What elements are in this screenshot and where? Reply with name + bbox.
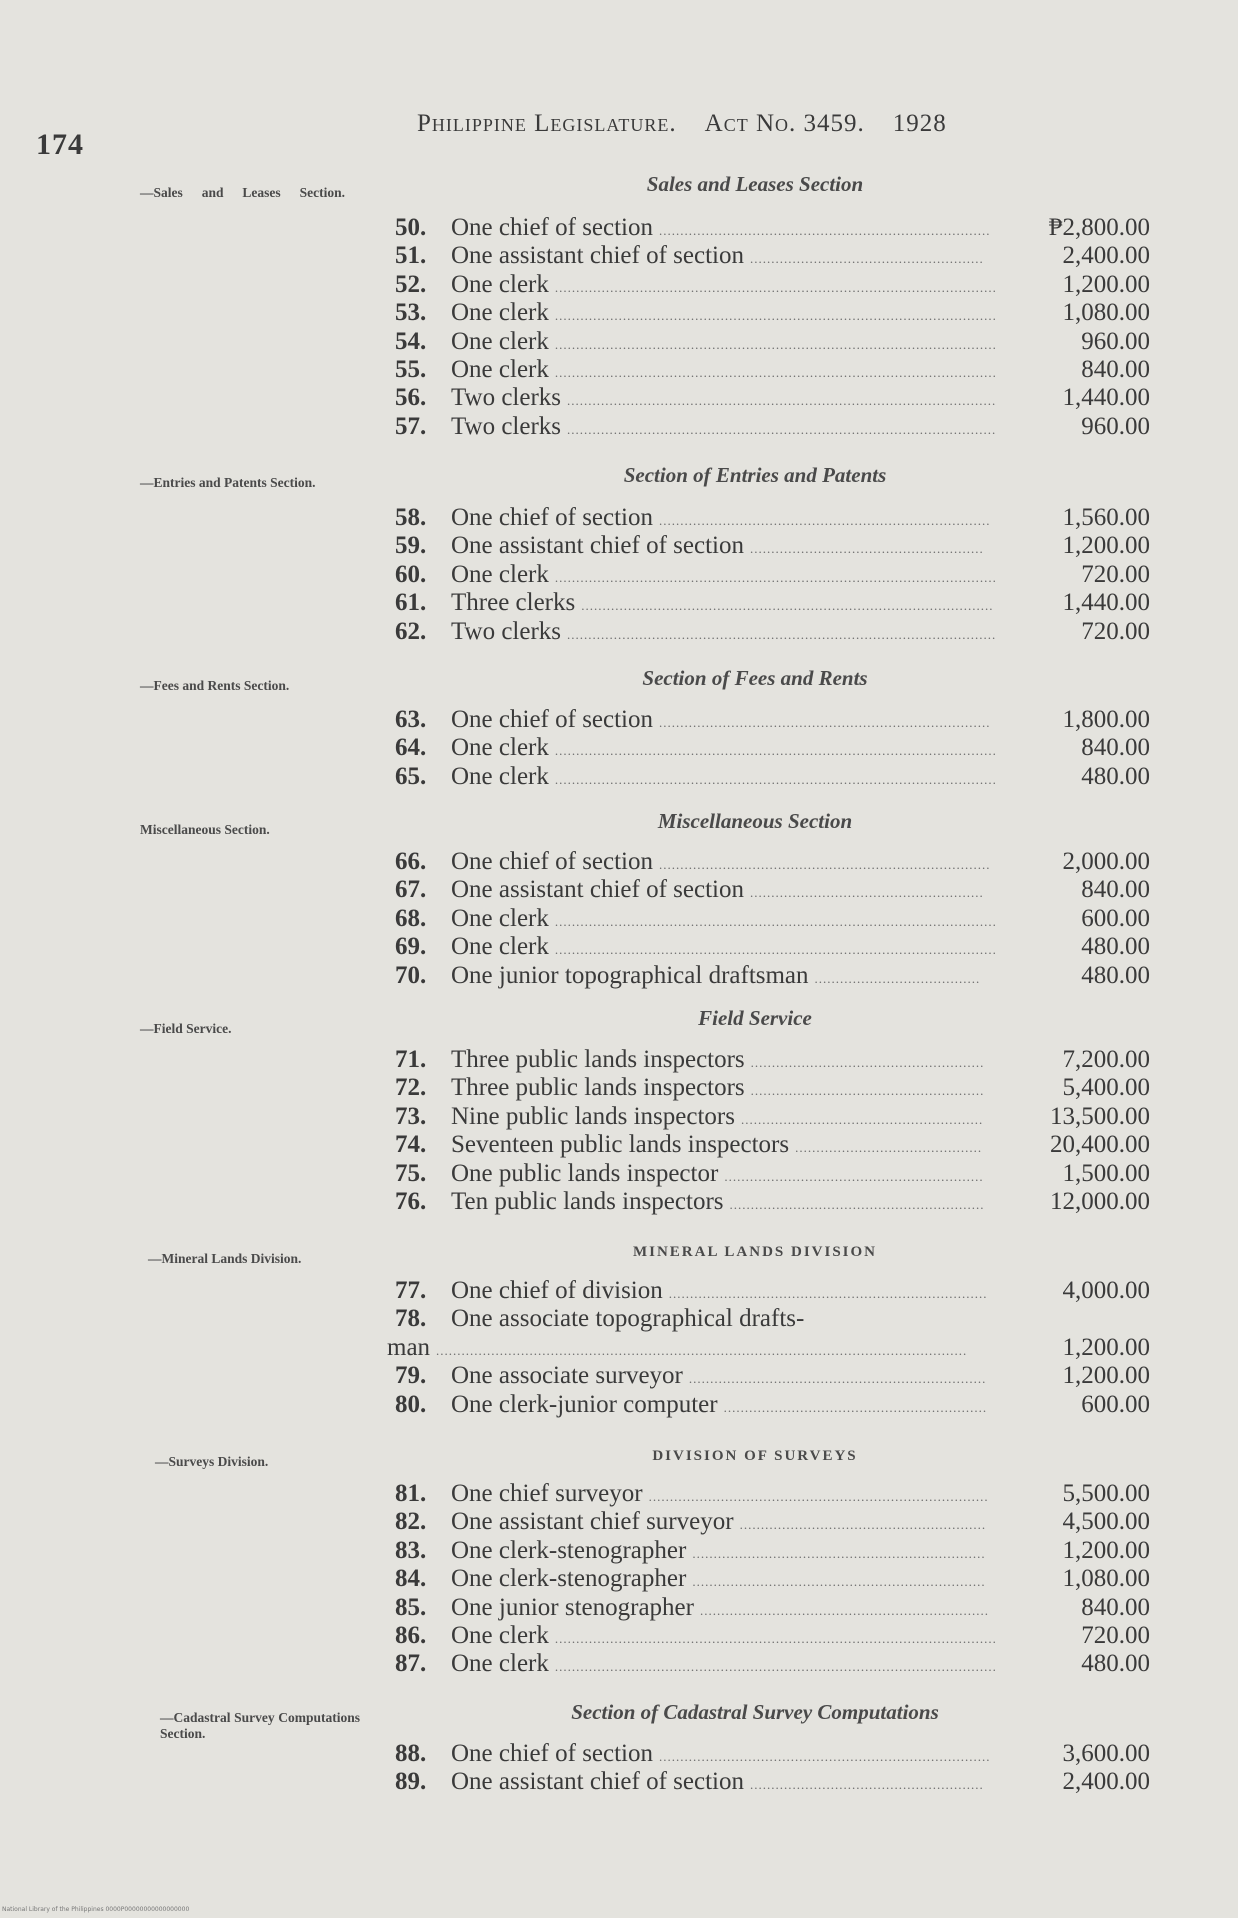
running-header bbox=[417, 110, 947, 138]
line-item bbox=[395, 1277, 1150, 1305]
item-amount: 840.00 bbox=[1081, 1593, 1150, 1621]
item-description: One associate surveyor bbox=[451, 1362, 683, 1390]
line-item bbox=[395, 962, 1150, 990]
page-number: 174 bbox=[36, 128, 84, 161]
line-item bbox=[395, 1103, 1150, 1131]
item-amount: 12,000.00 bbox=[1050, 1187, 1150, 1215]
item-amount: 600.00 bbox=[1081, 904, 1150, 932]
item-description: Seventeen public lands inspectors bbox=[451, 1131, 790, 1159]
leader-dots: ..................................................................... bbox=[692, 1574, 986, 1590]
leader-dots: .............................................................................. bbox=[659, 1749, 991, 1764]
item-description: One assistant chief of section bbox=[451, 532, 744, 560]
item-number: 63. bbox=[395, 706, 427, 733]
item-description: One clerk bbox=[451, 355, 549, 383]
item-amount: 5,400.00 bbox=[1062, 1074, 1150, 1102]
item-description: One clerk bbox=[451, 299, 549, 327]
item-description: Ten public lands inspectors bbox=[451, 1187, 724, 1215]
item-amount: 1,500.00 bbox=[1062, 1159, 1150, 1187]
line-item bbox=[395, 618, 1150, 646]
leader-dots: ................................................................................................. bbox=[581, 598, 994, 614]
margin-note: —Surveys Division. bbox=[155, 1454, 269, 1469]
item-number: 79. bbox=[395, 1362, 427, 1390]
line-item bbox=[395, 1160, 1150, 1188]
leader-dots: ........................................................................................................ bbox=[554, 743, 997, 759]
item-description: One associate topographical drafts- bbox=[451, 1305, 805, 1333]
leader-dots: .............................................................................. bbox=[659, 513, 991, 528]
item-amount: 600.00 bbox=[1081, 1390, 1150, 1418]
item-number: 62. bbox=[395, 617, 427, 645]
leader-dots: ....................................................... bbox=[749, 251, 984, 267]
line-item bbox=[395, 1046, 1150, 1074]
leader-dots: ..................................................................... bbox=[692, 1545, 986, 1561]
leader-dots: ....................................................... bbox=[749, 1777, 984, 1793]
item-amount: 840.00 bbox=[1081, 355, 1150, 383]
item-description: One chief of division bbox=[451, 1277, 663, 1304]
leader-dots: ......................................................... bbox=[740, 1111, 984, 1127]
item-number: 84. bbox=[395, 1565, 427, 1593]
line-item bbox=[363, 1334, 1150, 1362]
item-number: 67. bbox=[395, 876, 427, 904]
item-amount: 4,500.00 bbox=[1062, 1508, 1150, 1536]
leader-dots: ...................................................................... bbox=[688, 1371, 987, 1387]
line-item bbox=[395, 1740, 1150, 1768]
line-item bbox=[395, 328, 1150, 356]
item-description: One chief surveyor bbox=[451, 1480, 643, 1507]
line-item bbox=[395, 532, 1150, 560]
item-description: One clerk bbox=[451, 327, 549, 355]
item-amount: 480.00 bbox=[1081, 762, 1150, 790]
item-number: 57. bbox=[395, 412, 427, 440]
line-item bbox=[395, 1565, 1150, 1593]
item-description: One clerk bbox=[451, 904, 549, 932]
leader-dots: ..................................................................................................... bbox=[567, 393, 997, 409]
item-amount: 480.00 bbox=[1081, 933, 1150, 961]
item-description: One chief of section bbox=[451, 214, 654, 241]
line-item bbox=[395, 356, 1150, 384]
leader-dots: ..................................................................................................... bbox=[567, 626, 997, 642]
item-amount: 720.00 bbox=[1081, 560, 1150, 588]
item-number: 60. bbox=[395, 560, 427, 588]
item-description: man bbox=[387, 1333, 431, 1361]
item-amount: 960.00 bbox=[1081, 412, 1150, 440]
leader-dots: ....................................................... bbox=[749, 541, 984, 557]
item-number: 82. bbox=[395, 1508, 427, 1536]
line-item bbox=[395, 1508, 1150, 1536]
item-description: One clerk-stenographer bbox=[451, 1536, 687, 1564]
item-amount: 1,200.00 bbox=[1062, 1333, 1150, 1361]
footer-credit: National Library of the Philippines 0000P00000000000000000 bbox=[2, 1906, 190, 1913]
leader-dots: ........................................................................................................ bbox=[554, 308, 997, 324]
line-item bbox=[395, 876, 1150, 904]
line-item bbox=[395, 1594, 1150, 1622]
leader-dots: ........................................................................................................ bbox=[554, 279, 997, 295]
section-title: Miscellaneous Section bbox=[657, 809, 853, 833]
line-item bbox=[395, 933, 1150, 961]
leader-dots: ....................................................... bbox=[749, 885, 984, 901]
item-number: 81. bbox=[395, 1480, 427, 1507]
section-title: DIVISION OF SURVEYS bbox=[652, 1448, 858, 1464]
section-title: Field Service bbox=[698, 1006, 812, 1030]
leader-dots: ............................................................ bbox=[729, 1196, 985, 1212]
item-number: 73. bbox=[395, 1102, 427, 1130]
line-item bbox=[395, 589, 1150, 617]
item-description: One chief of section bbox=[451, 706, 654, 733]
line-item bbox=[395, 242, 1150, 270]
item-description: Three public lands inspectors bbox=[451, 1074, 745, 1102]
item-number: 89. bbox=[395, 1768, 427, 1796]
leader-dots: .............................................................. bbox=[723, 1399, 988, 1415]
item-number: 69. bbox=[395, 933, 427, 961]
leader-dots: ........................................................................................................ bbox=[554, 336, 997, 352]
item-number: 76. bbox=[395, 1187, 427, 1215]
item-amount: 720.00 bbox=[1081, 1621, 1150, 1649]
line-item bbox=[395, 1480, 1150, 1508]
item-number: 74. bbox=[395, 1131, 427, 1159]
leader-dots: ........................................................................................................ bbox=[554, 942, 997, 958]
leader-dots: ........................................................................................................ bbox=[554, 364, 997, 380]
item-description: Three public lands inspectors bbox=[451, 1046, 745, 1073]
item-description: Two clerks bbox=[451, 384, 562, 412]
leader-dots: ....................................................... bbox=[750, 1055, 985, 1070]
line-item bbox=[395, 561, 1150, 589]
item-amount: 3,600.00 bbox=[1062, 1740, 1150, 1767]
item-number: 70. bbox=[395, 961, 427, 989]
item-amount: 1,560.00 bbox=[1062, 504, 1150, 531]
section-title: Sales and Leases Section bbox=[646, 172, 864, 196]
item-amount: ₱2,800.00 bbox=[1048, 214, 1150, 241]
item-amount: 5,500.00 bbox=[1062, 1480, 1150, 1507]
item-number: 58. bbox=[395, 504, 427, 531]
item-description: One clerk bbox=[451, 933, 549, 961]
item-description: One junior stenographer bbox=[451, 1593, 694, 1621]
item-number: 71. bbox=[395, 1046, 427, 1073]
line-item bbox=[395, 1391, 1150, 1419]
line-item bbox=[395, 763, 1150, 791]
item-description: One assistant chief surveyor bbox=[451, 1508, 734, 1536]
line-item bbox=[395, 214, 1150, 242]
item-amount: 7,200.00 bbox=[1062, 1046, 1150, 1073]
item-description: One clerk bbox=[451, 734, 549, 762]
leader-dots: ............................................................................................................................. bbox=[436, 1342, 968, 1358]
item-description: One clerk bbox=[451, 1650, 549, 1678]
item-amount: 13,500.00 bbox=[1050, 1102, 1150, 1130]
leader-dots: ....................................................... bbox=[750, 1083, 985, 1099]
item-amount: 2,400.00 bbox=[1062, 1768, 1150, 1796]
item-list bbox=[395, 1046, 1150, 1216]
line-item bbox=[395, 504, 1150, 532]
leader-dots: .............................................................................. bbox=[659, 223, 991, 238]
leader-dots: ........................................................................... bbox=[668, 1286, 988, 1301]
item-description: One clerk-stenographer bbox=[451, 1565, 687, 1593]
item-description: One clerk bbox=[451, 1621, 549, 1649]
leader-dots: ........................................................................................................ bbox=[554, 1630, 997, 1646]
item-amount: 20,400.00 bbox=[1050, 1131, 1150, 1159]
margin-note: —Fees and Rents Section. bbox=[140, 678, 290, 693]
item-number: 65. bbox=[395, 762, 427, 790]
item-amount: 2,000.00 bbox=[1062, 848, 1150, 875]
item-number: 87. bbox=[395, 1650, 427, 1678]
line-item bbox=[395, 1537, 1150, 1565]
item-list bbox=[387, 1277, 1150, 1419]
section-title: MINERAL LANDS DIVISION bbox=[632, 1244, 878, 1260]
line-item bbox=[395, 1188, 1150, 1216]
item-list bbox=[395, 848, 1150, 990]
line-item bbox=[395, 905, 1150, 933]
item-number: 77. bbox=[395, 1277, 427, 1304]
item-amount: 720.00 bbox=[1081, 617, 1150, 645]
item-number: 78. bbox=[395, 1305, 427, 1333]
item-number: 51. bbox=[395, 242, 427, 270]
line-item bbox=[395, 734, 1150, 762]
leader-dots: ............................................................. bbox=[724, 1168, 984, 1184]
item-number: 59. bbox=[395, 532, 427, 560]
item-list bbox=[395, 706, 1150, 791]
line-item bbox=[395, 706, 1150, 734]
item-description: One chief of section bbox=[451, 1740, 654, 1767]
item-number: 52. bbox=[395, 270, 427, 298]
item-amount: 4,000.00 bbox=[1062, 1277, 1150, 1304]
item-description: One assistant chief of section bbox=[451, 876, 744, 904]
section-title: Section of Fees and Rents bbox=[642, 666, 868, 690]
leader-dots: .............................................................................. bbox=[659, 715, 991, 730]
item-description: Two clerks bbox=[451, 617, 562, 645]
item-amount: 480.00 bbox=[1081, 1650, 1150, 1678]
item-number: 66. bbox=[395, 848, 427, 875]
item-number: 54. bbox=[395, 327, 427, 355]
line-item bbox=[395, 1622, 1150, 1650]
item-amount: 1,440.00 bbox=[1062, 384, 1150, 412]
item-amount: 960.00 bbox=[1081, 327, 1150, 355]
line-item bbox=[395, 1074, 1150, 1102]
item-number: 86. bbox=[395, 1621, 427, 1649]
section-title: Section of Entries and Patents bbox=[623, 463, 887, 487]
line-item bbox=[395, 1131, 1150, 1159]
item-number: 80. bbox=[395, 1390, 427, 1418]
item-number: 68. bbox=[395, 904, 427, 932]
leader-dots: .............................................................................. bbox=[659, 857, 991, 872]
leader-dots: ..................................................................................................... bbox=[567, 421, 997, 437]
item-number: 50. bbox=[395, 214, 427, 241]
item-amount: 2,400.00 bbox=[1062, 242, 1150, 270]
leader-dots: ........................................................................................................ bbox=[554, 771, 997, 787]
item-list bbox=[395, 1740, 1150, 1797]
item-amount: 1,200.00 bbox=[1062, 1362, 1150, 1390]
line-item bbox=[395, 384, 1150, 412]
item-description: One clerk bbox=[451, 270, 549, 298]
margin-note: —Sales and Leases Section. bbox=[140, 185, 345, 200]
item-description: One public lands inspector bbox=[451, 1159, 719, 1187]
header-act-number: Act No. 3459. bbox=[704, 110, 865, 137]
item-description: One junior topographical draftsman bbox=[451, 961, 809, 989]
item-list bbox=[395, 1480, 1150, 1679]
line-item bbox=[395, 413, 1150, 441]
item-description: Nine public lands inspectors bbox=[451, 1102, 735, 1130]
item-number: 53. bbox=[395, 299, 427, 327]
line-item bbox=[395, 1650, 1150, 1678]
item-amount: 840.00 bbox=[1081, 734, 1150, 762]
item-amount: 1,800.00 bbox=[1062, 706, 1150, 733]
line-item bbox=[395, 848, 1150, 876]
item-amount: 1,200.00 bbox=[1062, 532, 1150, 560]
item-description: One chief of section bbox=[451, 504, 654, 531]
leader-dots: ....................................... bbox=[814, 970, 981, 986]
header-legislature: Philippine Legislature. bbox=[417, 110, 677, 137]
item-number: 55. bbox=[395, 355, 427, 383]
item-list bbox=[395, 214, 1150, 441]
item-description: One assistant chief of section bbox=[451, 1768, 744, 1796]
leader-dots: ................................................................................ bbox=[648, 1489, 989, 1504]
item-number: 83. bbox=[395, 1536, 427, 1564]
item-amount: 840.00 bbox=[1081, 876, 1150, 904]
item-description: One clerk-junior computer bbox=[451, 1390, 718, 1418]
item-description: One clerk bbox=[451, 762, 549, 790]
leader-dots: ........................................................................................................ bbox=[554, 1659, 997, 1675]
item-number: 88. bbox=[395, 1740, 427, 1767]
item-amount: 1,200.00 bbox=[1062, 1536, 1150, 1564]
item-description: One assistant chief of section bbox=[451, 242, 744, 270]
leader-dots: .......................................................... bbox=[739, 1517, 987, 1533]
item-amount: 1,080.00 bbox=[1062, 1565, 1150, 1593]
margin-note: —Cadastral Survey Computations Section. bbox=[160, 1710, 360, 1741]
line-item bbox=[395, 1768, 1150, 1796]
item-list bbox=[395, 504, 1150, 646]
item-number: 56. bbox=[395, 384, 427, 412]
header-year: 1928 bbox=[892, 110, 947, 137]
item-amount: 1,080.00 bbox=[1062, 299, 1150, 327]
leader-dots: ........................................................................................................ bbox=[554, 569, 997, 585]
line-item bbox=[395, 299, 1150, 327]
margin-note: —Entries and Patents Section. bbox=[140, 475, 316, 490]
item-description: One clerk bbox=[451, 560, 549, 588]
line-item bbox=[395, 1305, 1150, 1333]
leader-dots: ........................................................................................................ bbox=[554, 913, 997, 929]
section-title: Section of Cadastral Survey Computations bbox=[571, 1700, 939, 1724]
margin-note: Miscellaneous Section. bbox=[140, 822, 270, 837]
item-description: One chief of section bbox=[451, 848, 654, 875]
leader-dots: .................................................................... bbox=[699, 1602, 989, 1618]
margin-note: —Mineral Lands Division. bbox=[148, 1251, 302, 1266]
item-number: 64. bbox=[395, 734, 427, 762]
line-item bbox=[395, 271, 1150, 299]
item-description: Three clerks bbox=[451, 589, 576, 617]
item-number: 61. bbox=[395, 589, 427, 617]
item-number: 85. bbox=[395, 1593, 427, 1621]
item-number: 72. bbox=[395, 1074, 427, 1102]
line-item bbox=[395, 1362, 1150, 1390]
item-number: 75. bbox=[395, 1159, 427, 1187]
item-amount: 1,200.00 bbox=[1062, 270, 1150, 298]
leader-dots: ............................................ bbox=[795, 1140, 983, 1156]
item-amount: 480.00 bbox=[1081, 961, 1150, 989]
item-description: Two clerks bbox=[451, 412, 562, 440]
margin-note: —Field Service. bbox=[140, 1021, 232, 1036]
item-amount: 1,440.00 bbox=[1062, 589, 1150, 617]
